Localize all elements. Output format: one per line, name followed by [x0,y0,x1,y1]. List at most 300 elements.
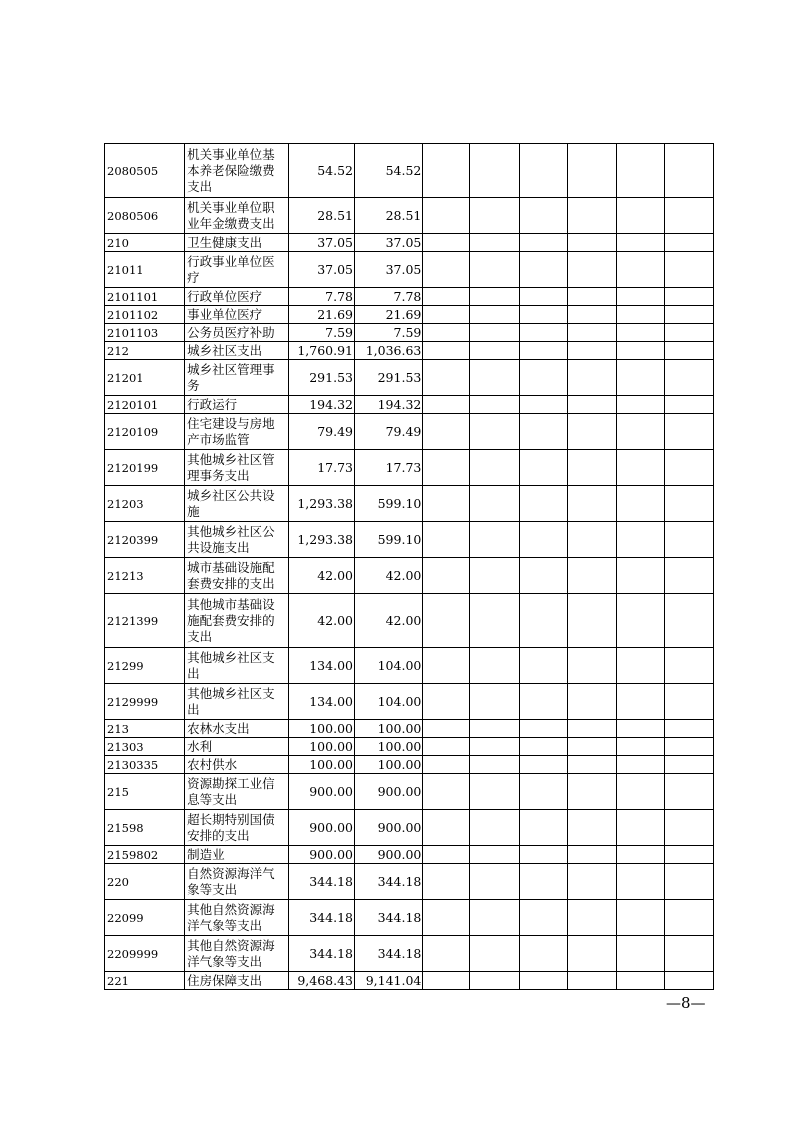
empty-cell [519,846,567,864]
empty-cell [616,522,664,558]
empty-cell [664,144,713,198]
empty-cell [567,936,616,972]
empty-cell [664,810,713,846]
empty-cell [567,846,616,864]
empty-cell [423,306,470,324]
empty-cell [664,756,713,774]
empty-cell [470,360,519,396]
empty-cell [519,414,567,450]
table-row [105,864,714,900]
empty-cell [423,810,470,846]
empty-cell [519,144,567,198]
empty-cell [470,234,519,252]
empty-cell [519,306,567,324]
basic-expenditure-cell: 900.00 [354,810,422,846]
empty-cell [616,846,664,864]
total-amount-cell: 134.00 [288,648,354,684]
empty-cell [470,414,519,450]
table-row [105,324,714,342]
empty-cell [616,306,664,324]
empty-cell [470,738,519,756]
subject-code-cell: 2120109 [105,414,185,450]
total-amount-cell: 7.78 [288,288,354,306]
basic-expenditure-cell: 7.59 [354,324,422,342]
subject-name-cell: 制造业 [185,846,289,864]
table-row [105,684,714,720]
subject-code-cell: 2120101 [105,396,185,414]
empty-cell [616,936,664,972]
total-amount-cell: 42.00 [288,594,354,648]
empty-cell [616,252,664,288]
table-row [105,900,714,936]
empty-cell [616,198,664,234]
empty-cell [616,972,664,990]
basic-expenditure-cell: 7.78 [354,288,422,306]
basic-expenditure-cell: 104.00 [354,684,422,720]
total-amount-cell: 7.59 [288,324,354,342]
empty-cell [567,360,616,396]
total-amount-cell: 344.18 [288,864,354,900]
empty-cell [616,774,664,810]
empty-cell [470,450,519,486]
subject-name-cell: 其他城乡社区公共设施支出 [185,522,289,558]
empty-cell [519,720,567,738]
subject-name-cell: 行政事业单位医疗 [185,252,289,288]
empty-cell [664,396,713,414]
empty-cell [664,234,713,252]
subject-name-cell: 卫生健康支出 [185,234,289,252]
table-row [105,342,714,360]
empty-cell [616,396,664,414]
subject-name-cell: 住房保障支出 [185,972,289,990]
empty-cell [616,738,664,756]
empty-cell [664,414,713,450]
table-row [105,846,714,864]
total-amount-cell: 21.69 [288,306,354,324]
empty-cell [664,720,713,738]
table-row [105,306,714,324]
subject-code-cell: 2101103 [105,324,185,342]
subject-name-cell: 机关事业单位职业年金缴费支出 [185,198,289,234]
empty-cell [567,324,616,342]
subject-name-cell: 超长期特别国债安排的支出 [185,810,289,846]
subject-code-cell: 210 [105,234,185,252]
basic-expenditure-cell: 79.49 [354,414,422,450]
table-row [105,198,714,234]
empty-cell [519,288,567,306]
basic-expenditure-cell: 37.05 [354,234,422,252]
empty-cell [664,450,713,486]
total-amount-cell: 54.52 [288,144,354,198]
table-row [105,252,714,288]
empty-cell [519,972,567,990]
total-amount-cell: 79.49 [288,414,354,450]
empty-cell [423,522,470,558]
empty-cell [664,486,713,522]
empty-cell [664,864,713,900]
empty-cell [423,252,470,288]
empty-cell [423,936,470,972]
total-amount-cell: 900.00 [288,810,354,846]
subject-code-cell: 215 [105,774,185,810]
empty-cell [470,756,519,774]
empty-cell [664,594,713,648]
subject-name-cell: 其他城乡社区管理事务支出 [185,450,289,486]
basic-expenditure-cell: 599.10 [354,486,422,522]
empty-cell [616,648,664,684]
subject-code-cell: 213 [105,720,185,738]
empty-cell [567,684,616,720]
table-row [105,234,714,252]
table-row [105,648,714,684]
empty-cell [567,810,616,846]
empty-cell [567,198,616,234]
subject-code-cell: 21299 [105,648,185,684]
empty-cell [519,648,567,684]
subject-name-cell: 城乡社区管理事务 [185,360,289,396]
empty-cell [567,414,616,450]
basic-expenditure-cell: 42.00 [354,594,422,648]
empty-cell [664,972,713,990]
basic-expenditure-cell: 900.00 [354,846,422,864]
subject-code-cell: 21213 [105,558,185,594]
subject-name-cell: 行政单位医疗 [185,288,289,306]
empty-cell [470,396,519,414]
total-amount-cell: 37.05 [288,234,354,252]
empty-cell [664,360,713,396]
table-row [105,720,714,738]
subject-code-cell: 2101101 [105,288,185,306]
total-amount-cell: 291.53 [288,360,354,396]
empty-cell [664,198,713,234]
subject-name-cell: 农林水支出 [185,720,289,738]
table-body [105,144,714,990]
empty-cell [519,774,567,810]
empty-cell [470,810,519,846]
empty-cell [470,144,519,198]
empty-cell [470,774,519,810]
empty-cell [423,486,470,522]
empty-cell [664,252,713,288]
total-amount-cell: 344.18 [288,936,354,972]
empty-cell [616,288,664,306]
total-amount-cell: 28.51 [288,198,354,234]
empty-cell [519,360,567,396]
empty-cell [519,594,567,648]
empty-cell [616,342,664,360]
subject-code-cell: 221 [105,972,185,990]
empty-cell [616,720,664,738]
subject-code-cell: 2080505 [105,144,185,198]
empty-cell [423,756,470,774]
table-row [105,972,714,990]
subject-name-cell: 城乡社区支出 [185,342,289,360]
empty-cell [519,558,567,594]
empty-cell [470,486,519,522]
empty-cell [470,252,519,288]
empty-cell [423,738,470,756]
empty-cell [519,198,567,234]
empty-cell [423,846,470,864]
basic-expenditure-cell: 28.51 [354,198,422,234]
empty-cell [519,864,567,900]
empty-cell [567,144,616,198]
subject-code-cell: 2209999 [105,936,185,972]
empty-cell [519,234,567,252]
subject-name-cell: 事业单位医疗 [185,306,289,324]
basic-expenditure-cell: 344.18 [354,900,422,936]
empty-cell [664,900,713,936]
empty-cell [423,360,470,396]
empty-cell [616,594,664,648]
empty-cell [567,252,616,288]
basic-expenditure-cell: 344.18 [354,864,422,900]
table-row [105,360,714,396]
empty-cell [423,774,470,810]
subject-code-cell: 2130335 [105,756,185,774]
empty-cell [664,342,713,360]
subject-code-cell: 2120199 [105,450,185,486]
table-row [105,558,714,594]
empty-cell [423,684,470,720]
empty-cell [567,558,616,594]
empty-cell [664,936,713,972]
empty-cell [470,936,519,972]
table-row [105,450,714,486]
empty-cell [519,450,567,486]
subject-code-cell: 21598 [105,810,185,846]
table-row [105,486,714,522]
table-row [105,810,714,846]
empty-cell [423,864,470,900]
empty-cell [616,558,664,594]
subject-name-cell: 城乡社区公共设施 [185,486,289,522]
basic-expenditure-cell: 291.53 [354,360,422,396]
basic-expenditure-cell: 344.18 [354,936,422,972]
empty-cell [616,360,664,396]
empty-cell [567,396,616,414]
empty-cell [519,324,567,342]
empty-cell [470,972,519,990]
empty-cell [664,522,713,558]
empty-cell [664,648,713,684]
empty-cell [664,288,713,306]
empty-cell [470,864,519,900]
empty-cell [423,720,470,738]
empty-cell [470,198,519,234]
table-row [105,756,714,774]
basic-expenditure-cell: 599.10 [354,522,422,558]
empty-cell [567,234,616,252]
empty-cell [567,594,616,648]
empty-cell [423,396,470,414]
empty-cell [616,324,664,342]
empty-cell [519,396,567,414]
empty-cell [423,234,470,252]
empty-cell [567,864,616,900]
empty-cell [567,900,616,936]
basic-expenditure-cell: 104.00 [354,648,422,684]
table-row [105,774,714,810]
empty-cell [470,846,519,864]
empty-cell [470,900,519,936]
empty-cell [664,306,713,324]
empty-cell [519,810,567,846]
empty-cell [664,558,713,594]
table-row [105,396,714,414]
empty-cell [423,450,470,486]
empty-cell [470,558,519,594]
empty-cell [470,684,519,720]
empty-cell [567,648,616,684]
subject-code-cell: 2159802 [105,846,185,864]
budget-table [104,143,714,990]
empty-cell [519,738,567,756]
empty-cell [470,324,519,342]
empty-cell [567,738,616,756]
empty-cell [423,144,470,198]
basic-expenditure-cell: 100.00 [354,720,422,738]
empty-cell [664,774,713,810]
basic-expenditure-cell: 37.05 [354,252,422,288]
empty-cell [470,720,519,738]
subject-name-cell: 水利 [185,738,289,756]
empty-cell [567,450,616,486]
total-amount-cell: 1,760.91 [288,342,354,360]
subject-code-cell: 21011 [105,252,185,288]
table-row [105,288,714,306]
total-amount-cell: 194.32 [288,396,354,414]
table-row [105,594,714,648]
table-row [105,738,714,756]
total-amount-cell: 42.00 [288,558,354,594]
table-row [105,414,714,450]
empty-cell [470,306,519,324]
empty-cell [423,324,470,342]
subject-code-cell: 21201 [105,360,185,396]
empty-cell [567,522,616,558]
table-row [105,144,714,198]
empty-cell [470,522,519,558]
empty-cell [423,594,470,648]
empty-cell [423,288,470,306]
total-amount-cell: 134.00 [288,684,354,720]
basic-expenditure-cell: 21.69 [354,306,422,324]
total-amount-cell: 900.00 [288,774,354,810]
empty-cell [519,522,567,558]
total-amount-cell: 17.73 [288,450,354,486]
table-row [105,936,714,972]
empty-cell [423,972,470,990]
total-amount-cell: 1,293.38 [288,522,354,558]
empty-cell [567,756,616,774]
basic-expenditure-cell: 900.00 [354,774,422,810]
empty-cell [567,288,616,306]
empty-cell [616,864,664,900]
empty-cell [423,900,470,936]
total-amount-cell: 900.00 [288,846,354,864]
empty-cell [567,774,616,810]
empty-cell [664,846,713,864]
subject-code-cell: 22099 [105,900,185,936]
basic-expenditure-cell: 17.73 [354,450,422,486]
total-amount-cell: 37.05 [288,252,354,288]
empty-cell [664,738,713,756]
empty-cell [519,342,567,360]
total-amount-cell: 344.18 [288,900,354,936]
subject-code-cell: 2129999 [105,684,185,720]
total-amount-cell: 9,468.43 [288,972,354,990]
table-row [105,522,714,558]
empty-cell [470,594,519,648]
empty-cell [519,684,567,720]
subject-name-cell: 资源勘探工业信息等支出 [185,774,289,810]
empty-cell [423,414,470,450]
empty-cell [423,648,470,684]
subject-code-cell: 2101102 [105,306,185,324]
empty-cell [616,900,664,936]
empty-cell [470,342,519,360]
total-amount-cell: 100.00 [288,738,354,756]
basic-expenditure-cell: 1,036.63 [354,342,422,360]
empty-cell [423,198,470,234]
subject-code-cell: 220 [105,864,185,900]
empty-cell [470,288,519,306]
subject-code-cell: 21203 [105,486,185,522]
total-amount-cell: 100.00 [288,756,354,774]
empty-cell [616,450,664,486]
total-amount-cell: 100.00 [288,720,354,738]
page-number: —8— [666,994,706,1012]
subject-name-cell: 城市基础设施配套费安排的支出 [185,558,289,594]
empty-cell [567,972,616,990]
empty-cell [664,684,713,720]
empty-cell [567,306,616,324]
basic-expenditure-cell: 9,141.04 [354,972,422,990]
empty-cell [567,486,616,522]
subject-name-cell: 其他城市基础设施配套费安排的支出 [185,594,289,648]
empty-cell [567,342,616,360]
empty-cell [567,720,616,738]
empty-cell [616,684,664,720]
subject-code-cell: 2121399 [105,594,185,648]
subject-name-cell: 公务员医疗补助 [185,324,289,342]
empty-cell [616,810,664,846]
empty-cell [616,144,664,198]
subject-name-cell: 其他自然资源海洋气象等支出 [185,936,289,972]
empty-cell [519,936,567,972]
subject-name-cell: 其他城乡社区支出 [185,648,289,684]
empty-cell [664,324,713,342]
subject-name-cell: 住宅建设与房地产市场监管 [185,414,289,450]
subject-code-cell: 21303 [105,738,185,756]
subject-name-cell: 其他城乡社区支出 [185,684,289,720]
subject-name-cell: 机关事业单位基本养老保险缴费支出 [185,144,289,198]
empty-cell [423,558,470,594]
basic-expenditure-cell: 42.00 [354,558,422,594]
empty-cell [519,486,567,522]
empty-cell [616,414,664,450]
subject-name-cell: 自然资源海洋气象等支出 [185,864,289,900]
basic-expenditure-cell: 194.32 [354,396,422,414]
empty-cell [519,252,567,288]
subject-name-cell: 行政运行 [185,396,289,414]
subject-name-cell: 农村供水 [185,756,289,774]
total-amount-cell: 1,293.38 [288,486,354,522]
subject-code-cell: 2080506 [105,198,185,234]
subject-name-cell: 其他自然资源海洋气象等支出 [185,900,289,936]
empty-cell [519,900,567,936]
